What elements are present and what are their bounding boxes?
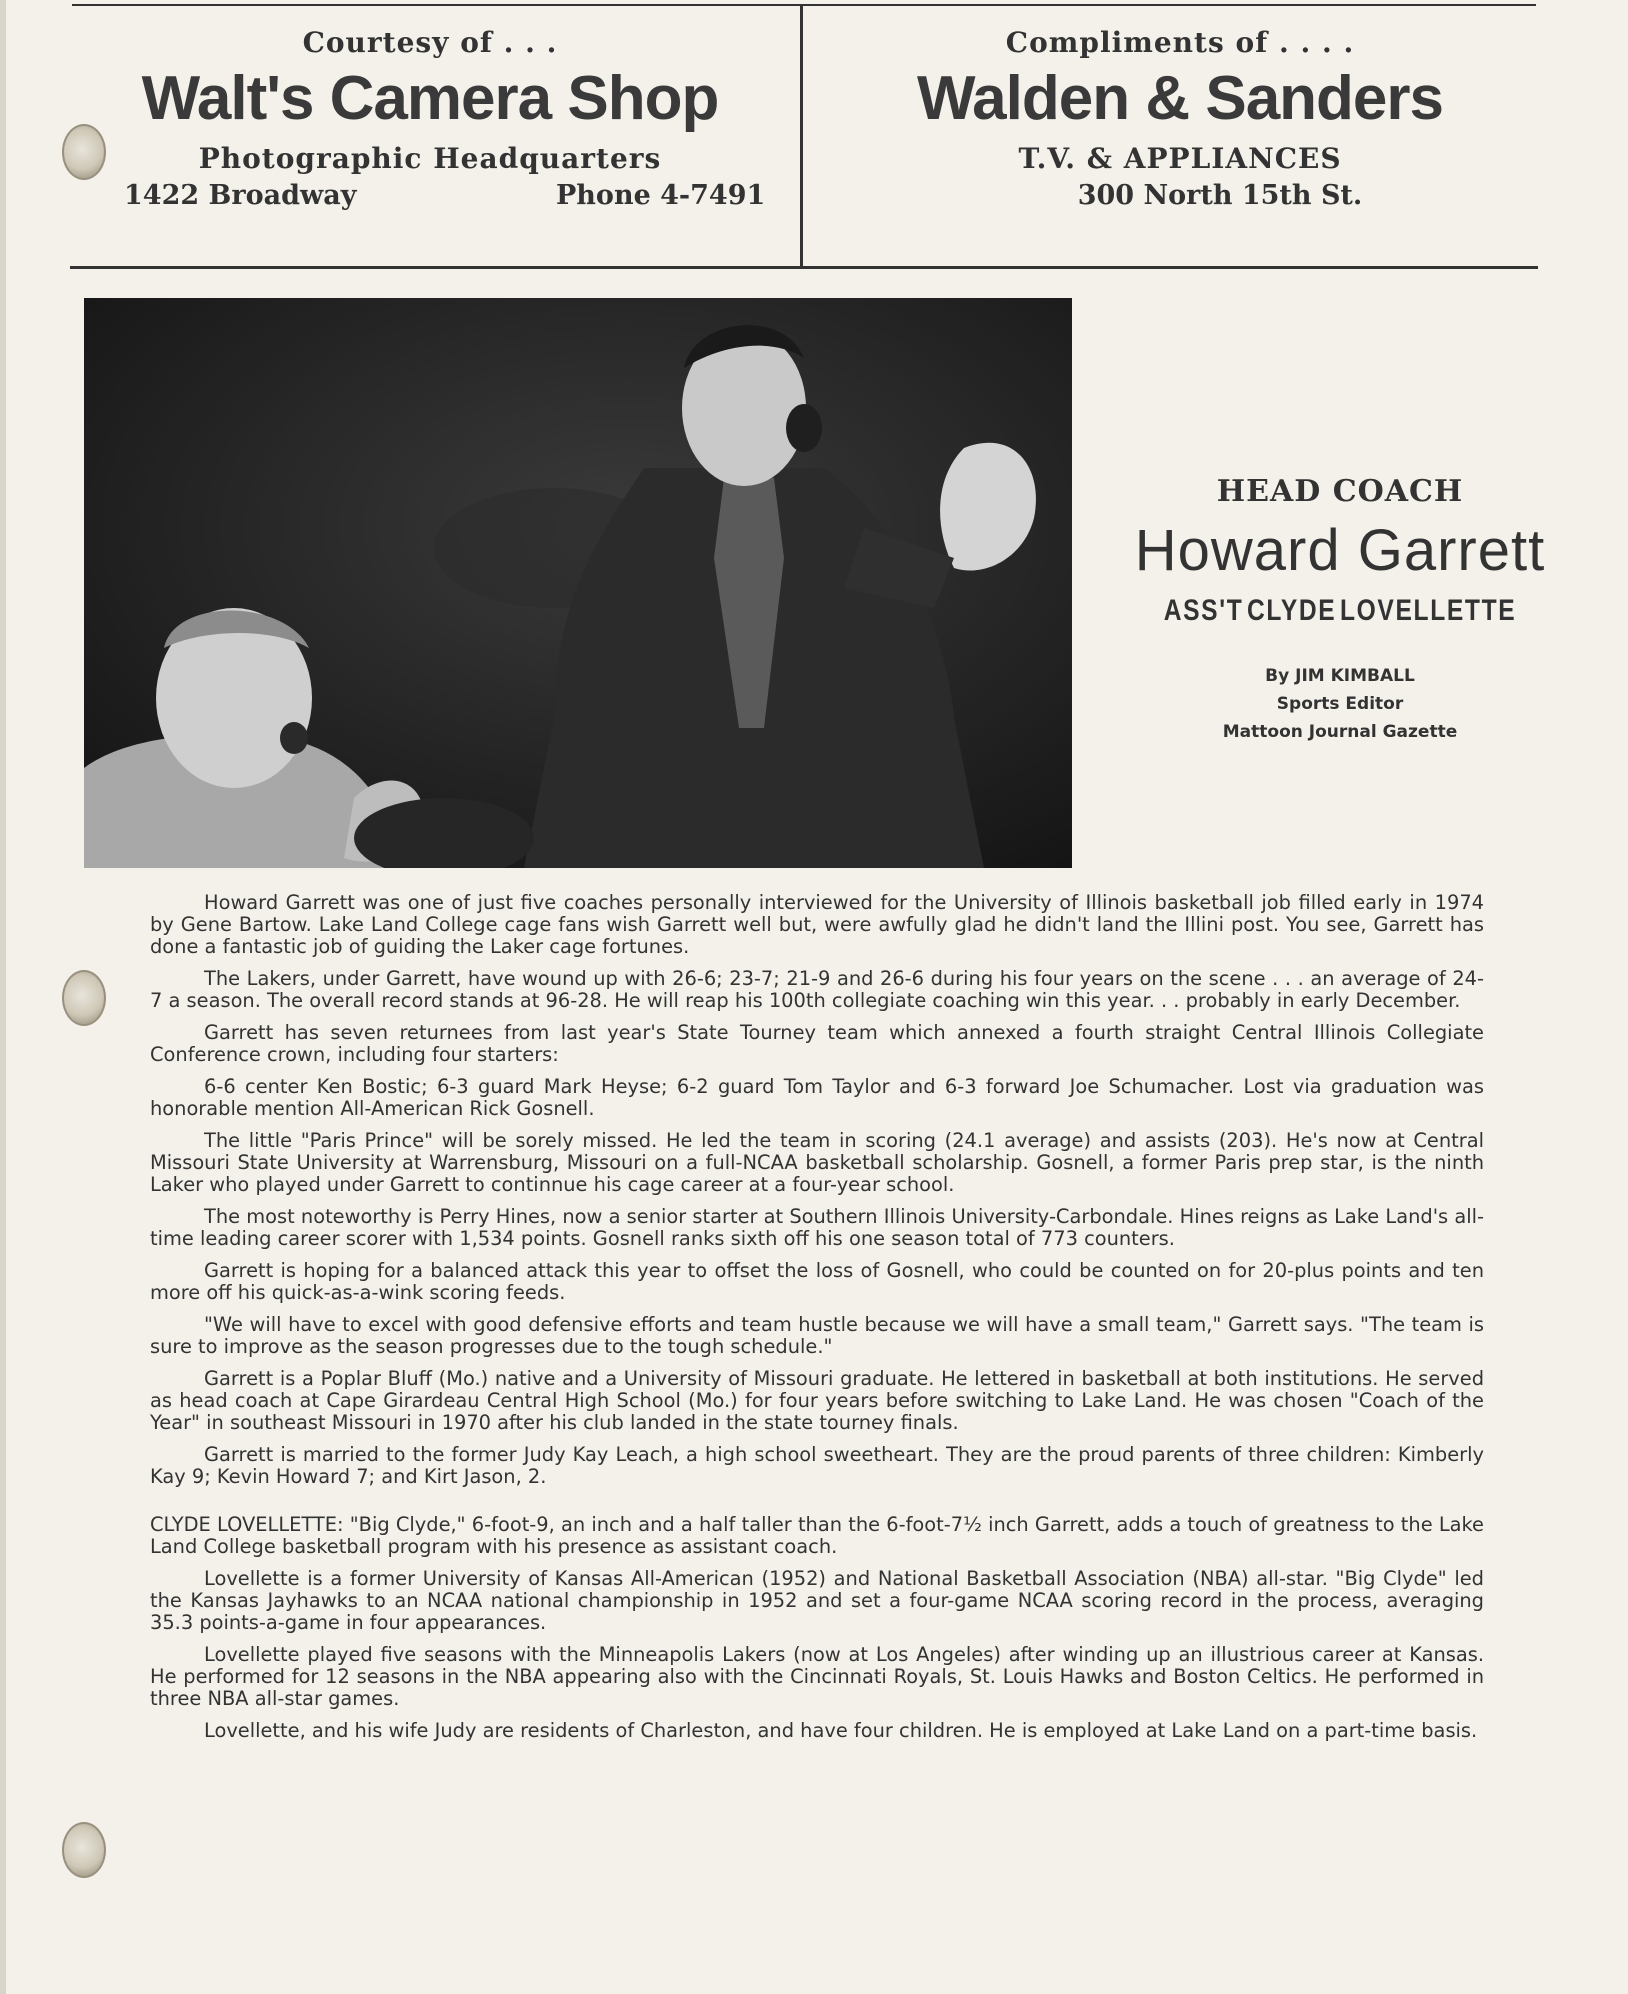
- ad-kicker: Compliments of . . . .: [1005, 26, 1355, 59]
- article-paragraph: Garrett is a Poplar Bluff (Mo.) native and a University of Missouri graduate. He lettered in basketball at both institutions. He served as head coach at Cape Girardeau Central High School (Mo.) for four years before switching to Lake Land. He was chosen "Coach of the Year" in southeast Missouri in 1970 after his club landed in the state tourney finals.: [150, 1367, 1484, 1434]
- article-paragraph: "We will have to excel with good defensive efforts and team hustle because we will have a small team," Garrett says. "The team is sure to improve as the season progresses due to the tough schedule.": [150, 1313, 1484, 1358]
- byline: [1080, 662, 1600, 746]
- page-edge: [0, 0, 6, 1994]
- coach-name: Howard Garrett: [1134, 518, 1546, 583]
- byline-author: By JIM KIMBALL: [1265, 666, 1415, 686]
- ad-tagline: T.V. & APPLIANCES: [1018, 142, 1342, 175]
- article-paragraph: Garrett is married to the former Judy Kay Leach, a high school sweetheart. They are the proud parents of three children: Kimberly Kay 9; Kevin Howard 7; and Kirt Jason, 2.: [150, 1443, 1484, 1488]
- head-coach-label: HEAD COACH: [1216, 474, 1464, 509]
- article-paragraph: The most noteworthy is Perry Hines, now a senior starter at Southern Illinois University-Carbondale. Hines reigns as Lake Land's all-time leading career scorer with 1,534 points. Gosnell ranks sixth off his one season total of 773 counters.: [150, 1205, 1484, 1250]
- article-paragraph: The little "Paris Prince" will be sorely missed. He led the team in scoring (24.1 average) and assists (203). He's now at Central Missouri State University at Warrensburg, Missouri on a full-NCAA basketball scholarship. Gosnell, a former Paris prep star, is the ninth Laker who played under Garrett to continnue his cage career at a four-year school.: [150, 1129, 1484, 1196]
- lovellette-paragraph: CLYDE LOVELLETTE: "Big Clyde," 6-foot-9, an inch and a half taller than the 6-foot-7½ inch Garrett, adds a touch of greatness to the Lake Land College basketball program with his presence as assistant coach.: [150, 1513, 1484, 1558]
- byline-role: Sports Editor: [1276, 694, 1404, 714]
- ad-divider: [800, 4, 803, 268]
- asst-last-name: LOVELLETTE: [1339, 594, 1517, 627]
- ad-kicker: Courtesy of . . .: [302, 26, 558, 59]
- asst-label: ASS'T: [1163, 594, 1244, 627]
- assistant-coach-line: [1164, 594, 1517, 628]
- ad-address: 300 North 15th St.: [1077, 180, 1363, 211]
- binder-hole: [62, 124, 106, 180]
- ad-business-name: Walden & Sanders: [916, 64, 1444, 133]
- coaches-photo-illustration: [84, 298, 1072, 868]
- article-title-block: [1080, 474, 1600, 746]
- article-paragraph: Garrett is hoping for a balanced attack this year to offset the loss of Gosnell, who could be counted on for 20-plus points and ten more off his quick-as-a-wink scoring feeds.: [150, 1259, 1484, 1304]
- lovellette-paragraph: Lovellette played five seasons with the Minneapolis Lakers (now at Los Angeles) after winding up an illustrious career at Kansas. He performed for 12 seasons in the NBA appearing also with the Cincinnati Royals, St. Louis Hawks and Boston Celtics. He performed in three NBA all-star games.: [150, 1643, 1484, 1710]
- ad-bottom-rule: [70, 266, 1538, 269]
- ad-phone: Phone 4-7491: [556, 180, 766, 211]
- ad-tagline: Photographic Headquarters: [198, 142, 662, 175]
- lovellette-paragraph: Lovellette, and his wife Judy are residents of Charleston, and have four children. He is employed at Lake Land on a part-time basis.: [204, 1719, 1478, 1742]
- article-paragraph: 6-6 center Ken Bostic; 6-3 guard Mark Heyse; 6-2 guard Tom Taylor and 6-3 forward Joe Schumacher. Lost via graduation was honorable mention All-American Rick Gosnell.: [150, 1075, 1484, 1120]
- ad-business-name: Walt's Camera Shop: [141, 64, 719, 133]
- asst-first-name: CLYDE: [1247, 594, 1337, 627]
- ad-walden-sanders: [860, 26, 1500, 175]
- ad-address: 1422 Broadway: [124, 180, 357, 211]
- article-paragraph: The Lakers, under Garrett, have wound up with 26-6; 23-7; 21-9 and 26-6 during his four years on the scene . . . an average of 24-7 a season. The overall record stands at 96-28. He will reap his 100th collegiate coaching win this year. . . probably in early December.: [150, 967, 1484, 1012]
- lovellette-paragraph: Lovellette is a former University of Kansas All-American (1952) and National Basketball Association (NBA) all-star. "Big Clyde" led the Kansas Jayhawks to an NCAA national championship in 1952 and set a four-game NCAA scoring record in the process, averaging 35.3 points-a-game in four appearances.: [150, 1567, 1484, 1634]
- binder-hole: [62, 970, 106, 1026]
- binder-hole: [62, 1822, 106, 1878]
- ad-top-rule: [72, 4, 1536, 6]
- ad-walts-camera-shop: [110, 26, 750, 175]
- article-body: [150, 892, 1484, 1752]
- article-paragraph: Garrett has seven returnees from last year's State Tourney team which annexed a fourth straight Central Illinois Collegiate Conference crown, including four starters:: [150, 1021, 1484, 1066]
- article-paragraph: Howard Garrett was one of just five coaches personally interviewed for the University of Illinois basketball job filled early in 1974 by Gene Bartow. Lake Land College cage fans wish Garrett well but, were awfully glad he didn't land the Illini post. You see, Garrett has done a fantastic job of guiding the Laker cage fortunes.: [150, 891, 1484, 958]
- coaches-photo: [84, 298, 1072, 868]
- byline-publication: Mattoon Journal Gazette: [1222, 722, 1458, 742]
